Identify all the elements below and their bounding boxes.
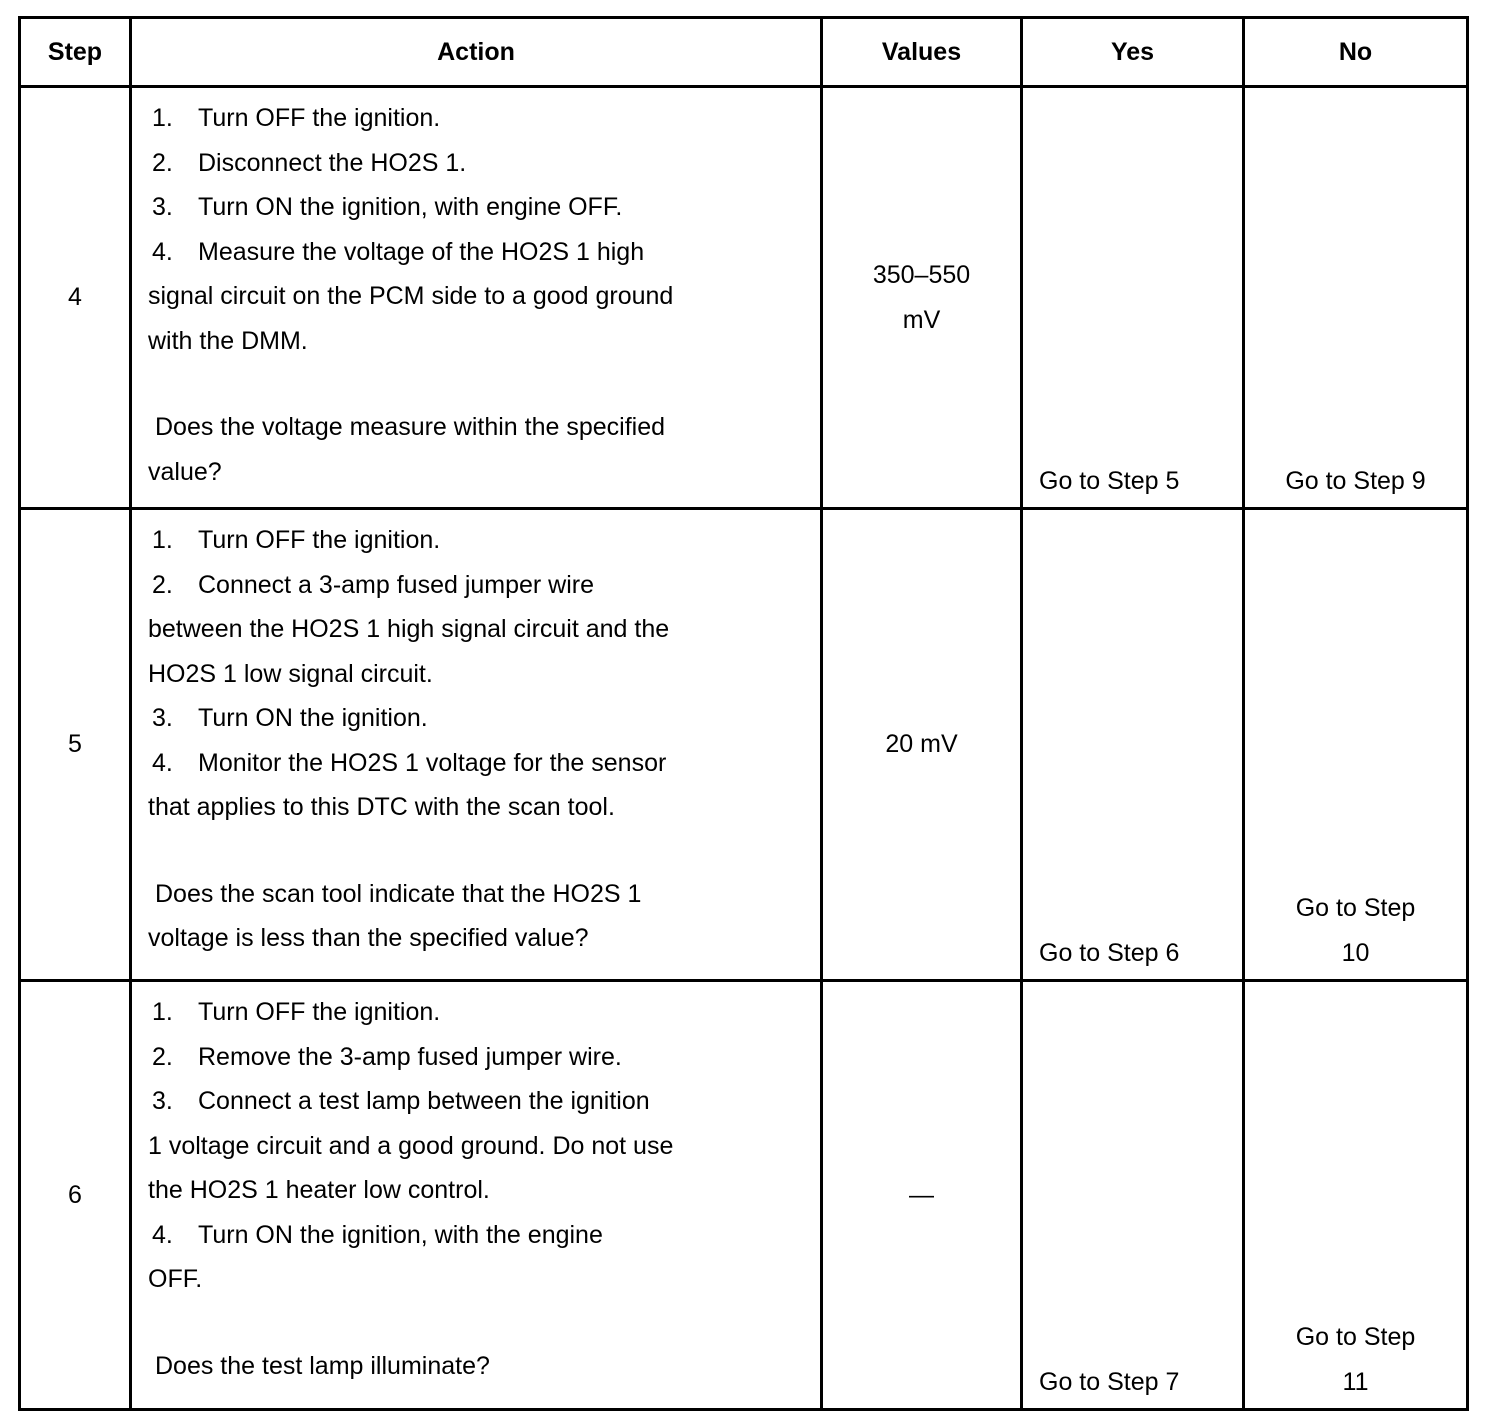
action-step-text: Turn ON the ignition. (198, 704, 428, 732)
action-question: Does the test lamp illuminate? (155, 1351, 490, 1380)
header-row (20, 18, 1468, 87)
action-step-line (148, 1035, 810, 1080)
no-cell (1244, 87, 1468, 509)
action-step-text: Measure the voltage of the HO2S 1 high (198, 237, 645, 266)
action-step-line (148, 518, 810, 563)
yes-cell (1022, 87, 1244, 509)
spacer (148, 1302, 810, 1344)
action-cell (131, 509, 822, 981)
spacer (148, 363, 810, 405)
values-cell (822, 87, 1022, 509)
action-step-number: 3. (152, 193, 173, 221)
action-step-number: 3. (152, 704, 173, 732)
value-text: 350–550 (872, 261, 971, 289)
action-step-line (148, 96, 810, 141)
value-text: mV (902, 305, 941, 334)
action-step-continuation: the HO2S 1 heater low control. (148, 1176, 490, 1204)
action-step-number: 4. (152, 748, 173, 777)
no-goto-text: 11 (1342, 1367, 1369, 1396)
no-cell (1244, 981, 1468, 1410)
no-goto-text: Go to Step (1295, 894, 1416, 922)
action-cell (131, 981, 822, 1410)
action-step-line (148, 741, 810, 786)
action-cell (131, 87, 822, 509)
step-number: 5 (20, 509, 131, 981)
step-number: 6 (20, 981, 131, 1410)
no-goto-text: 10 (1341, 938, 1370, 967)
spacer (148, 830, 810, 872)
no-goto-text: Go to Step (1295, 1323, 1416, 1351)
action-step-number: 3. (152, 1087, 173, 1115)
action-step-line (148, 563, 810, 608)
step-number: 4 (20, 87, 131, 509)
action-step-text: Monitor the HO2S 1 voltage for the sensor (198, 748, 667, 777)
action-step-text: Turn OFF the ignition. (198, 104, 441, 132)
action-step-text: Connect a 3-amp fused jumper wire (198, 570, 595, 599)
action-question: voltage is less than the specified value? (148, 924, 589, 952)
action-step-number: 1. (152, 998, 173, 1026)
action-step-continuation: HO2S 1 low signal circuit. (148, 659, 433, 688)
action-question: value? (148, 457, 222, 486)
header-no: No (1244, 18, 1468, 87)
table-row (20, 87, 1468, 509)
action-step-line (148, 1213, 810, 1258)
action-step-continuation: OFF. (148, 1265, 203, 1293)
header-step: Step (20, 18, 131, 87)
action-step-line (148, 141, 810, 186)
no-goto-text: Go to Step 9 (1285, 466, 1426, 495)
table-row (20, 981, 1468, 1410)
value-text: — (909, 1180, 934, 1209)
action-step-number: 1. (152, 526, 173, 554)
yes-cell (1022, 509, 1244, 981)
action-step-line (148, 696, 810, 741)
yes-cell (1022, 981, 1244, 1410)
action-question: Does the scan tool indicate that the HO2S 1 (155, 879, 642, 908)
header-values: Values (822, 18, 1022, 87)
action-step-text: Turn OFF the ignition. (198, 526, 441, 554)
action-step-continuation: with the DMM. (148, 326, 308, 355)
action-step-number: 4. (152, 1220, 173, 1249)
action-step-continuation: between the HO2S 1 high signal circuit and the (148, 615, 670, 643)
action-step-number: 4. (152, 237, 173, 266)
action-step-text: Connect a test lamp between the ignition (198, 1087, 650, 1115)
action-step-text: Remove the 3-amp fused jumper wire. (198, 1042, 622, 1071)
action-question: Does the voltage measure within the specified (155, 413, 666, 441)
action-step-number: 2. (152, 1042, 173, 1071)
action-step-continuation: signal circuit on the PCM side to a good ground (148, 282, 674, 310)
action-step-continuation: 1 voltage circuit and a good ground. Do not use (148, 1131, 674, 1160)
action-step-text: Turn OFF the ignition. (198, 998, 441, 1026)
action-step-continuation: that applies to this DTC with the scan tool. (148, 793, 615, 821)
action-step-number: 2. (152, 148, 173, 177)
yes-goto-text: Go to Step 6 (1039, 938, 1180, 967)
yes-goto-text: Go to Step 7 (1039, 1367, 1180, 1396)
action-step-text: Turn ON the ignition, with engine OFF. (198, 193, 623, 221)
no-cell (1244, 509, 1468, 981)
action-step-text: Disconnect the HO2S 1. (198, 148, 467, 177)
diagnostic-table (18, 16, 1469, 1411)
values-cell (822, 981, 1022, 1410)
yes-goto-text: Go to Step 5 (1039, 466, 1180, 495)
action-step-number: 1. (152, 104, 173, 132)
header-yes: Yes (1022, 18, 1244, 87)
action-step-line (148, 1079, 810, 1124)
header-action: Action (131, 18, 822, 87)
values-cell (822, 509, 1022, 981)
action-step-line (148, 230, 810, 275)
action-step-text: Turn ON the ignition, with the engine (198, 1220, 603, 1249)
table-row (20, 509, 1468, 981)
value-text: 20 mV (885, 730, 958, 759)
action-step-line (148, 990, 810, 1035)
action-step-line (148, 185, 810, 230)
action-step-number: 2. (152, 570, 173, 599)
